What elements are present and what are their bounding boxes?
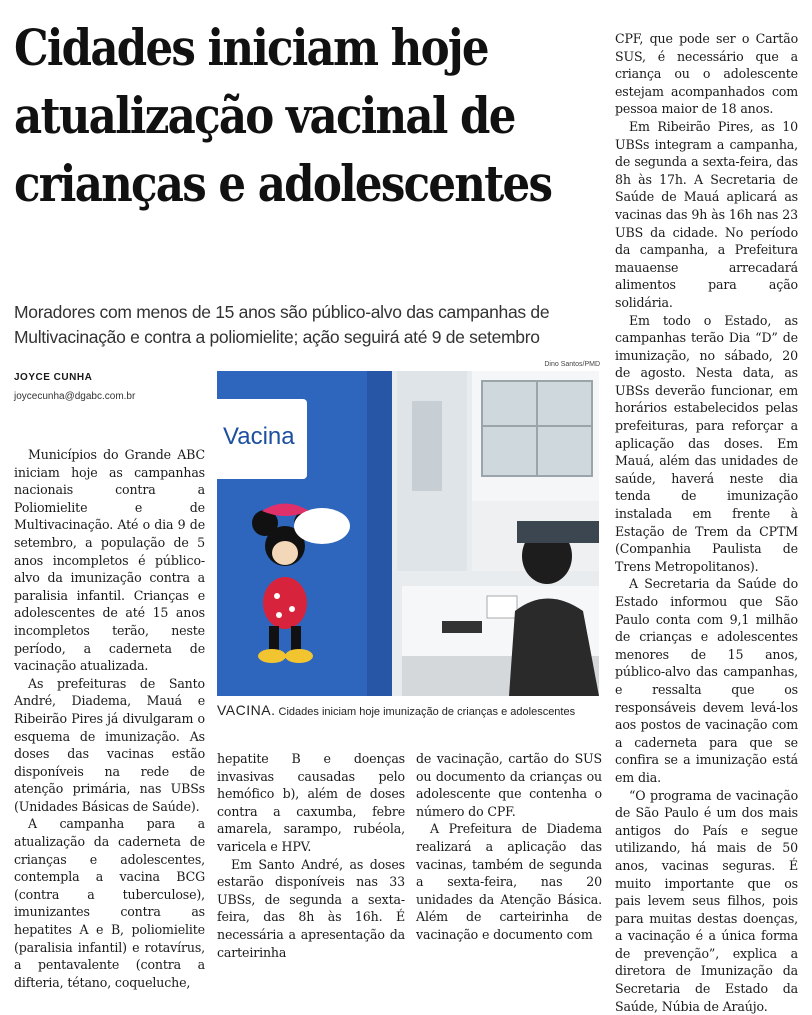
paragraph: CPF, que pode ser o Cartão SUS, é necessário que a criança ou o adolescente estejam acompanhados com pessoa maior de 18 anos. — [615, 31, 798, 117]
author-byline: JOYCE CUNHA — [14, 372, 93, 383]
paragraph: Municípios do Grande ABC iniciam hoje as campanhas nacionais contra a Poliomielite e de Multivacinação. Até o dia 9 de setembro, a população de 5 anos incompletos é público-alvo da imunização contra a paralisia infantil. Crianças e adolescentes de até 15 anos incompletos terão, neste período, a caderneta de vacinação atualizada. — [14, 447, 205, 674]
headline-line: atualização vacinal de — [14, 86, 515, 145]
article-column-4 — [615, 30, 798, 1015]
subheadline: Moradores com menos de 15 anos são público-alvo das campanhas de Multivacinação e contra a poliomielite; ação seguirá até 9 de setembro — [14, 302, 550, 347]
article-column-2 — [217, 750, 405, 961]
article-column-3 — [416, 750, 602, 944]
vacina-sign-text: Vacina — [223, 423, 295, 450]
headline-line: Cidades iniciam hoje — [14, 18, 488, 77]
caption-label: VACINA. — [217, 702, 276, 718]
paragraph: A campanha para a atualização da caderneta de crianças e adolescentes, contempla a vacina BCG (contra a tuberculose), imunizantes contra as hepatites A e B, poliomielite (paralisia infantil) e rotavírus, a pentavalente (contra a difteria, tétano, coqueluche, — [14, 816, 205, 990]
paragraph: As prefeituras de Santo André, Diadema, Mauá e Ribeirão Pires já divulgaram o esquema de imunização. As doses das vacinas estão disponíveis na rede de atenção primária, nas UBSs (Unidades Básicas de Saúde). — [14, 675, 205, 814]
paragraph: Em Ribeirão Pires, as 10 UBSs integram a campanha, de segunda a sexta-feira, das 8h às 17h. A Secretaria de Saúde de Mauá aplicará as vacinas das 9h às 16h nas 23 UBS da cidade. No período da campanha, a Prefeitura mauaense arrecadará alimentos para ação solidária. — [615, 118, 798, 310]
photo-caption — [217, 702, 602, 720]
author-email: joycecunha@dgabc.com.br — [14, 391, 136, 402]
paragraph: “O programa de vacinação de São Paulo é um dos mais antigos do País e segue utilizando, há mais de 50 anos, vacinas seguras. É muito importante que os pais levem seus filhos, pois para muitas destas doenças, a vacinação é a única forma de prevenção”, explica a diretora de Imunização da Secretaria de Estado da Saúde, Núbia de Araújo. — [615, 787, 798, 1014]
caption-text: Cidades iniciam hoje imunização de crianças e adolescentes — [278, 706, 576, 718]
paragraph: A Prefeitura de Diadema realizará a aplicação das vacinas, também de segunda a sexta-feira, nas 20 unidades da Atenção Básica. Além de carteirinha de vacinação e documento com — [416, 821, 602, 942]
headline-line: crianças e adolescentes — [14, 154, 552, 213]
photo-credit: Dino Santos/PMD — [544, 361, 600, 368]
headline — [14, 14, 552, 218]
article-column-1 — [14, 446, 205, 991]
paragraph: A Secretaria da Saúde do Estado informou que São Paulo conta com 9,1 milhão de crianças e adolescentes menores de 15 anos, público-alvo das campanhas, e ressalta que os responsáveis devem levá-los aos postos de vacinação com a caderneta para que se confira se a imunização está em dia. — [615, 576, 798, 785]
paragraph: hepatite B e doenças invasivas causadas pelo hemófico b), além de doses contra a caxumba, febre amarela, sarampo, rubéola, varicela e HPV. — [217, 751, 405, 854]
paragraph: Em todo o Estado, as campanhas terão Dia “D” de imunização, no sábado, 20 de agosto. Nesta data, as UBSs deverão funcionar, em horários estabelecidos pelas prefeituras, para reforçar a aplicação das doses. Em Mauá, além das unidades de saúde, haverá neste dia tenda de imunização instalada em frente à Estação de Trem da CPTM (Companhia Paulista de Trens Metropolitanos). — [615, 312, 798, 574]
paragraph: de vacinação, cartão do SUS ou documento da crianças ou adolescente que contenha o número do CPF. — [416, 751, 602, 819]
article-photo — [217, 371, 599, 696]
paragraph: Em Santo André, as doses estarão disponíveis nas 33 UBSs, de segunda a sexta-feira, das 8h às 16h. É necessária a apresentação da carteirinha — [217, 856, 405, 960]
